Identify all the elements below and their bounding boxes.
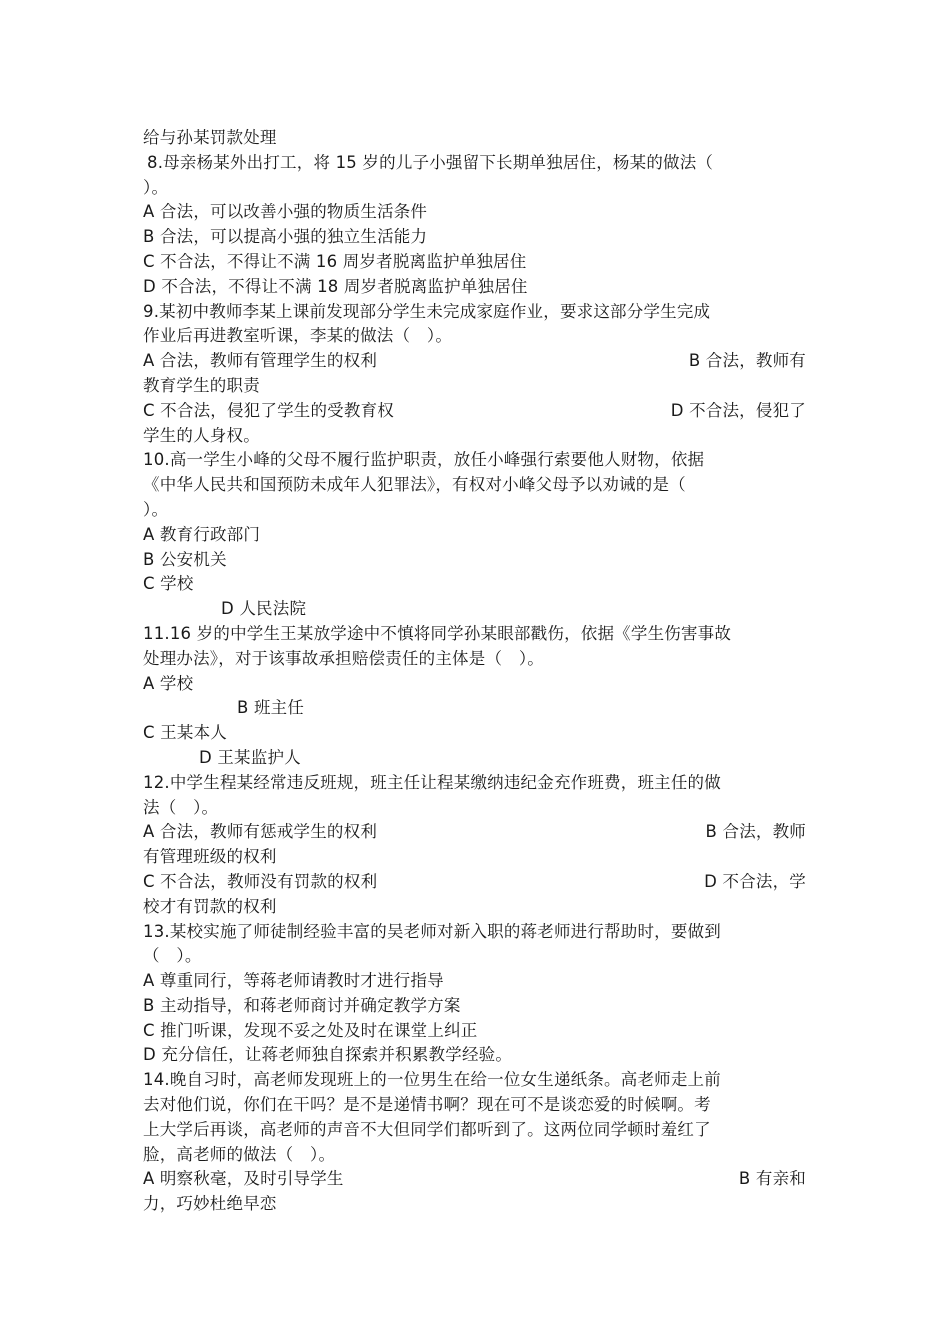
option-a: A 合法，可以改善小强的物质生活条件: [143, 202, 428, 222]
text-line: （ ）。: [143, 946, 202, 966]
text-line: ）。: [143, 499, 169, 519]
text-line: 学生的人身权。: [143, 425, 260, 445]
option-d: D 不合法，学: [704, 871, 806, 891]
option-b: B 公安机关: [143, 549, 227, 569]
option-b: B 合法，教师有: [688, 351, 806, 371]
question-9: 9.某初中教师李某上课前发现部分学生未完成家庭作业，要求这部分学生完成: [143, 301, 711, 321]
option-a: A 明察秋毫，及时引导学生: [143, 1169, 344, 1189]
question-11: 11.16 岁的中学生王某放学途中不慎将同学孙某眼部戳伤，依据《学生伤害事故: [143, 623, 732, 643]
option-d: D 王某监护人: [199, 747, 301, 767]
option-a: A 合法，教师有管理学生的权利: [143, 351, 378, 371]
option-b: B 班主任: [237, 698, 305, 718]
text-line: ）。: [143, 177, 169, 197]
option-row: [143, 820, 806, 845]
option-d: D 不合法，侵犯了: [670, 400, 806, 420]
option-a: A 合法，教师有惩戒学生的权利: [143, 822, 378, 842]
text-line: 《中华人民共和国预防未成年人犯罪法》，有权对小峰父母予以劝诫的是（: [143, 475, 686, 495]
option-a: A 教育行政部门: [143, 524, 261, 544]
option-row: [143, 399, 806, 424]
option-d: D 充分信任，让蒋老师独自探索并积累教学经验。: [143, 1045, 513, 1065]
text-line: 去对他们说，你们在干吗？是不是递情书啊？现在可不是谈恋爱的时候啊。考: [143, 1095, 711, 1115]
option-b: B 合法，可以提高小强的独立生活能力: [143, 227, 428, 247]
text-line: 上大学后再谈，高老师的声音不大但同学们都听到了。这两位同学顿时羞红了: [143, 1119, 711, 1139]
text-line: 有管理班级的权利: [143, 847, 277, 867]
option-row: [143, 1167, 806, 1192]
option-d: D 不合法，不得让不满 18 周岁者脱离监护单独居住: [143, 276, 528, 296]
text-line: 脸，高老师的做法（ ）。: [143, 1144, 336, 1164]
option-b: B 合法，教师: [705, 822, 806, 842]
option-d: D 人民法院: [221, 599, 307, 619]
option-b: B 有亲和: [738, 1169, 806, 1189]
option-a: A 学校: [143, 673, 194, 693]
option-row: [143, 870, 806, 895]
text-line: 校才有罚款的权利: [143, 896, 277, 916]
text-line: 教育学生的职责: [143, 375, 260, 395]
text-line: 处理办法》，对于该事故承担赔偿责任的主体是（ ）。: [143, 648, 544, 668]
question-8: 8.母亲杨某外出打工，将 15 岁的儿子小强留下长期单独居住，杨某的做法（: [147, 152, 714, 172]
text-line: 给与孙某罚款处理: [143, 128, 277, 147]
text-line: 力，巧妙杜绝早恋: [143, 1194, 277, 1214]
option-c: C 不合法，侵犯了学生的受教育权: [143, 400, 394, 420]
option-c: C 王某本人: [143, 723, 227, 743]
option-row: [143, 349, 806, 374]
option-a: A 尊重同行，等蒋老师请教时才进行指导: [143, 971, 444, 991]
option-c: C 学校: [143, 574, 194, 594]
option-c: C 不合法，不得让不满 16 周岁者脱离监护单独居住: [143, 251, 527, 271]
question-14: 14.晚自习时，高老师发现班上的一位男生在给一位女生递纸条。高老师走上前: [143, 1070, 721, 1090]
question-12: 12.中学生程某经常违反班规，班主任让程某缴纳违纪金充作班费，班主任的做: [143, 772, 721, 792]
text-line: 法（ ）。: [143, 797, 219, 817]
question-10: 10.高一学生小峰的父母不履行监护职责，放任小峰强行索要他人财物，依据: [143, 450, 705, 470]
text-line: 作业后再进教室听课，李某的做法（ ）。: [143, 326, 453, 346]
option-c: C 不合法，教师没有罚款的权利: [143, 871, 378, 891]
question-13: 13.某校实施了师徒制经验丰富的吴老师对新入职的蒋老师进行帮助时，要做到: [143, 921, 721, 941]
option-b: B 主动指导，和蒋老师商讨并确定教学方案: [143, 995, 461, 1015]
document-body: [143, 126, 806, 1217]
option-c: C 推门听课，发现不妥之处及时在课堂上纠正: [143, 1020, 478, 1040]
